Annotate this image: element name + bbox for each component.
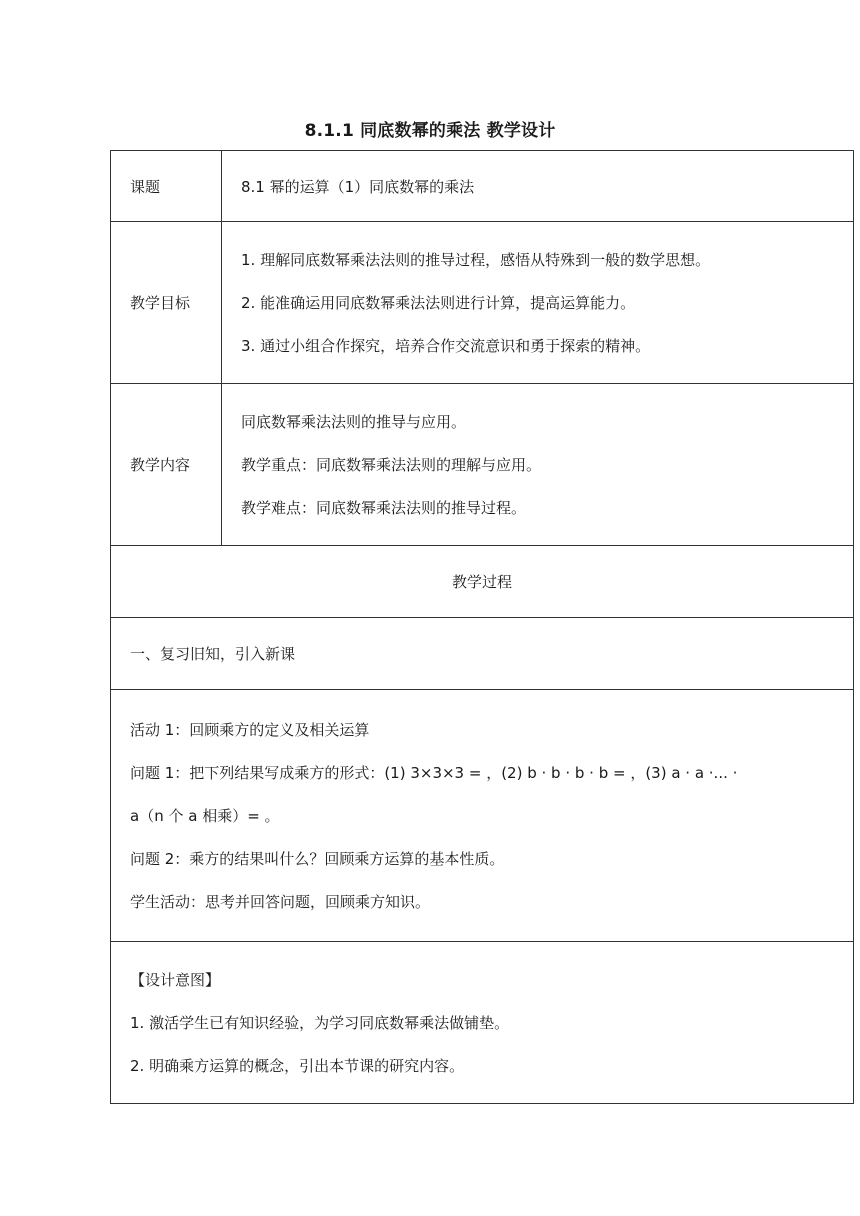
table-row-topic (111, 151, 854, 222)
table-row-goals (111, 222, 854, 384)
content-item: 教学难点：同底数幂乘法法则的推导过程。 (241, 499, 527, 517)
activity-line: a（n 个 a 相乘）= 。 (130, 807, 280, 825)
topic-label: 课题 (111, 151, 222, 222)
table-row-intent (111, 942, 854, 1104)
content-body (222, 384, 854, 546)
lesson-plan-table (110, 150, 854, 1104)
table-row-section (111, 618, 854, 690)
content-item: 教学重点：同底数幂乘法法则的理解与应用。 (241, 456, 542, 474)
intent-heading: 【设计意图】 (130, 971, 221, 989)
goal-item: 1. 理解同底数幂乘法法则的推导过程，感悟从特殊到一般的数学思想。 (241, 251, 711, 269)
activity-line: 问题 1：把下列结果写成乘方的形式：(1) 3×3×3 = ，(2) b · b · b · b = ，(3) a · a ·... · (130, 764, 738, 782)
goals-content (222, 222, 854, 384)
activity-line: 活动 1：回顾乘方的定义及相关运算 (130, 721, 370, 739)
content-item: 同底数幂乘法法则的推导与应用。 (241, 413, 467, 431)
goal-item: 2. 能准确运用同底数幂乘法法则进行计算，提高运算能力。 (241, 294, 636, 312)
activity-body (111, 690, 854, 942)
goal-item: 3. 通过小组合作探究，培养合作交流意识和勇于探索的精神。 (241, 337, 651, 355)
table-row-content (111, 384, 854, 546)
activity-line: 学生活动：思考并回答问题，回顾乘方知识。 (130, 893, 431, 911)
topic-value: 8.1 幂的运算（1）同底数幂的乘法 (222, 151, 854, 222)
intent-line: 2. 明确乘方运算的概念，引出本节课的研究内容。 (130, 1057, 465, 1075)
process-heading: 教学过程 (111, 546, 854, 618)
table-row-process-heading (111, 546, 854, 618)
activity-line: 问题 2：乘方的结果叫什么？回顾乘方运算的基本性质。 (130, 850, 505, 868)
table-row-activity (111, 690, 854, 942)
document-title: 8.1.1 同底数幂的乘法 教学设计 (304, 121, 556, 141)
intent-body (111, 942, 854, 1104)
content-label: 教学内容 (111, 384, 222, 546)
goals-label: 教学目标 (111, 222, 222, 384)
section-title: 一、复习旧知，引入新课 (111, 618, 854, 690)
intent-line: 1. 激活学生已有知识经验，为学习同底数幂乘法做铺垫。 (130, 1014, 510, 1032)
